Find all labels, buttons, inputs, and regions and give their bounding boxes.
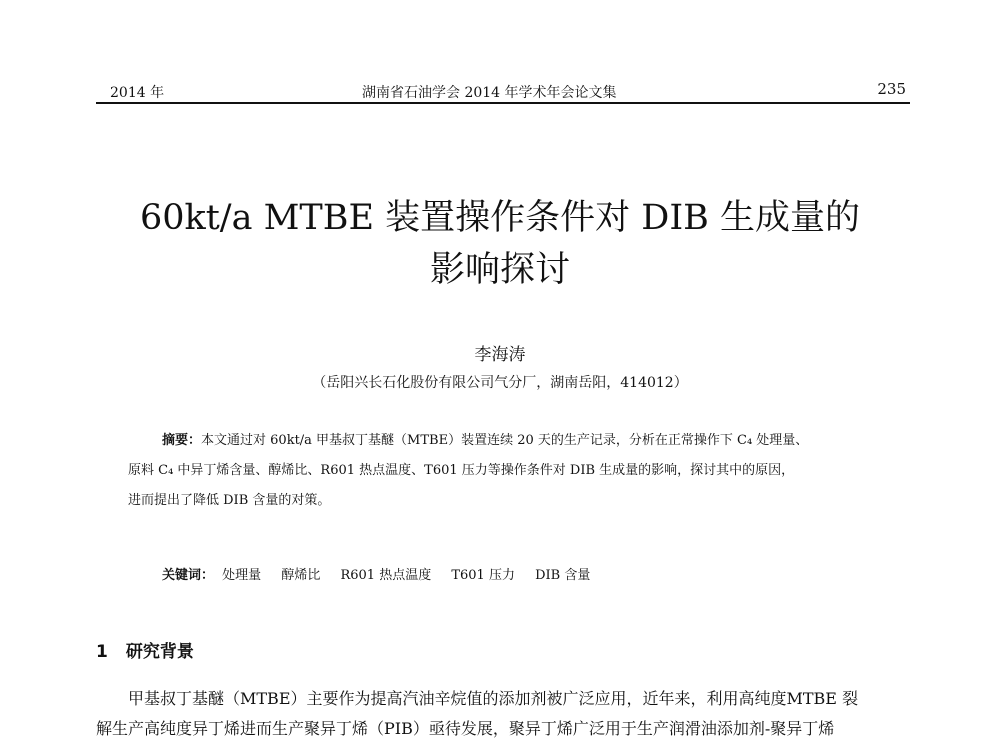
paper-title-line-1: 60kt/a MTBE 装置操作条件对 DIB 生成量的 [139, 198, 861, 238]
body-text-line-2: 解生产高纯度异丁烯进而生产聚异丁烯（PIB）亟待发展，聚异丁烯广泛用于生产润滑油添加剂-聚异丁烯 [96, 719, 835, 738]
header-journal-title: 湖南省石油学会 2014 年学术年会论文集 [362, 85, 617, 101]
section-title: 研究背景 [125, 642, 194, 662]
keyword-item: 醇烯比 [281, 568, 321, 583]
page-header [96, 78, 910, 104]
author-affiliation: （岳阳兴长石化股份有限公司气分厂，湖南岳阳，414012） [312, 375, 688, 391]
keyword-item: 处理量 [222, 568, 262, 583]
section-heading [96, 637, 194, 662]
keywords [162, 564, 606, 583]
keyword-item: R601 热点温度 [340, 568, 432, 583]
keywords-label: 关键词： [162, 568, 215, 583]
header-year: 2014 年 [110, 85, 165, 101]
paper-title-line-2: 影响探讨 [429, 250, 570, 290]
header-page-number: 235 [877, 80, 906, 98]
abstract-line-2: 原料 C₄ 中异丁烯含量、醇烯比、R601 热点温度、T601 压力等操作条件对 DIB 生成量的影响，探讨其中的原因， [128, 463, 795, 478]
keyword-item: T601 压力 [451, 568, 515, 583]
author-name: 李海涛 [474, 345, 526, 365]
abstract-line-1 [162, 426, 900, 456]
section-number: 1 [96, 642, 108, 662]
abstract-label: 摘要： [162, 433, 202, 448]
body-text-line-1: 甲基叔丁基醚（MTBE）主要作为提高汽油辛烷值的添加剂被广泛应用，近年来，利用高纯度MTBE 裂 [128, 689, 859, 708]
abstract-text-1: 本文通过对 60kt/a 甲基叔丁基醚（MTBE）装置连续 20 天的生产记录，分析在正常操作下 C₄ 处理量、 [201, 433, 809, 448]
abstract-line-3: 进而提出了降低 DIB 含量的对策。 [128, 493, 331, 508]
keyword-item: DIB 含量 [535, 568, 591, 583]
